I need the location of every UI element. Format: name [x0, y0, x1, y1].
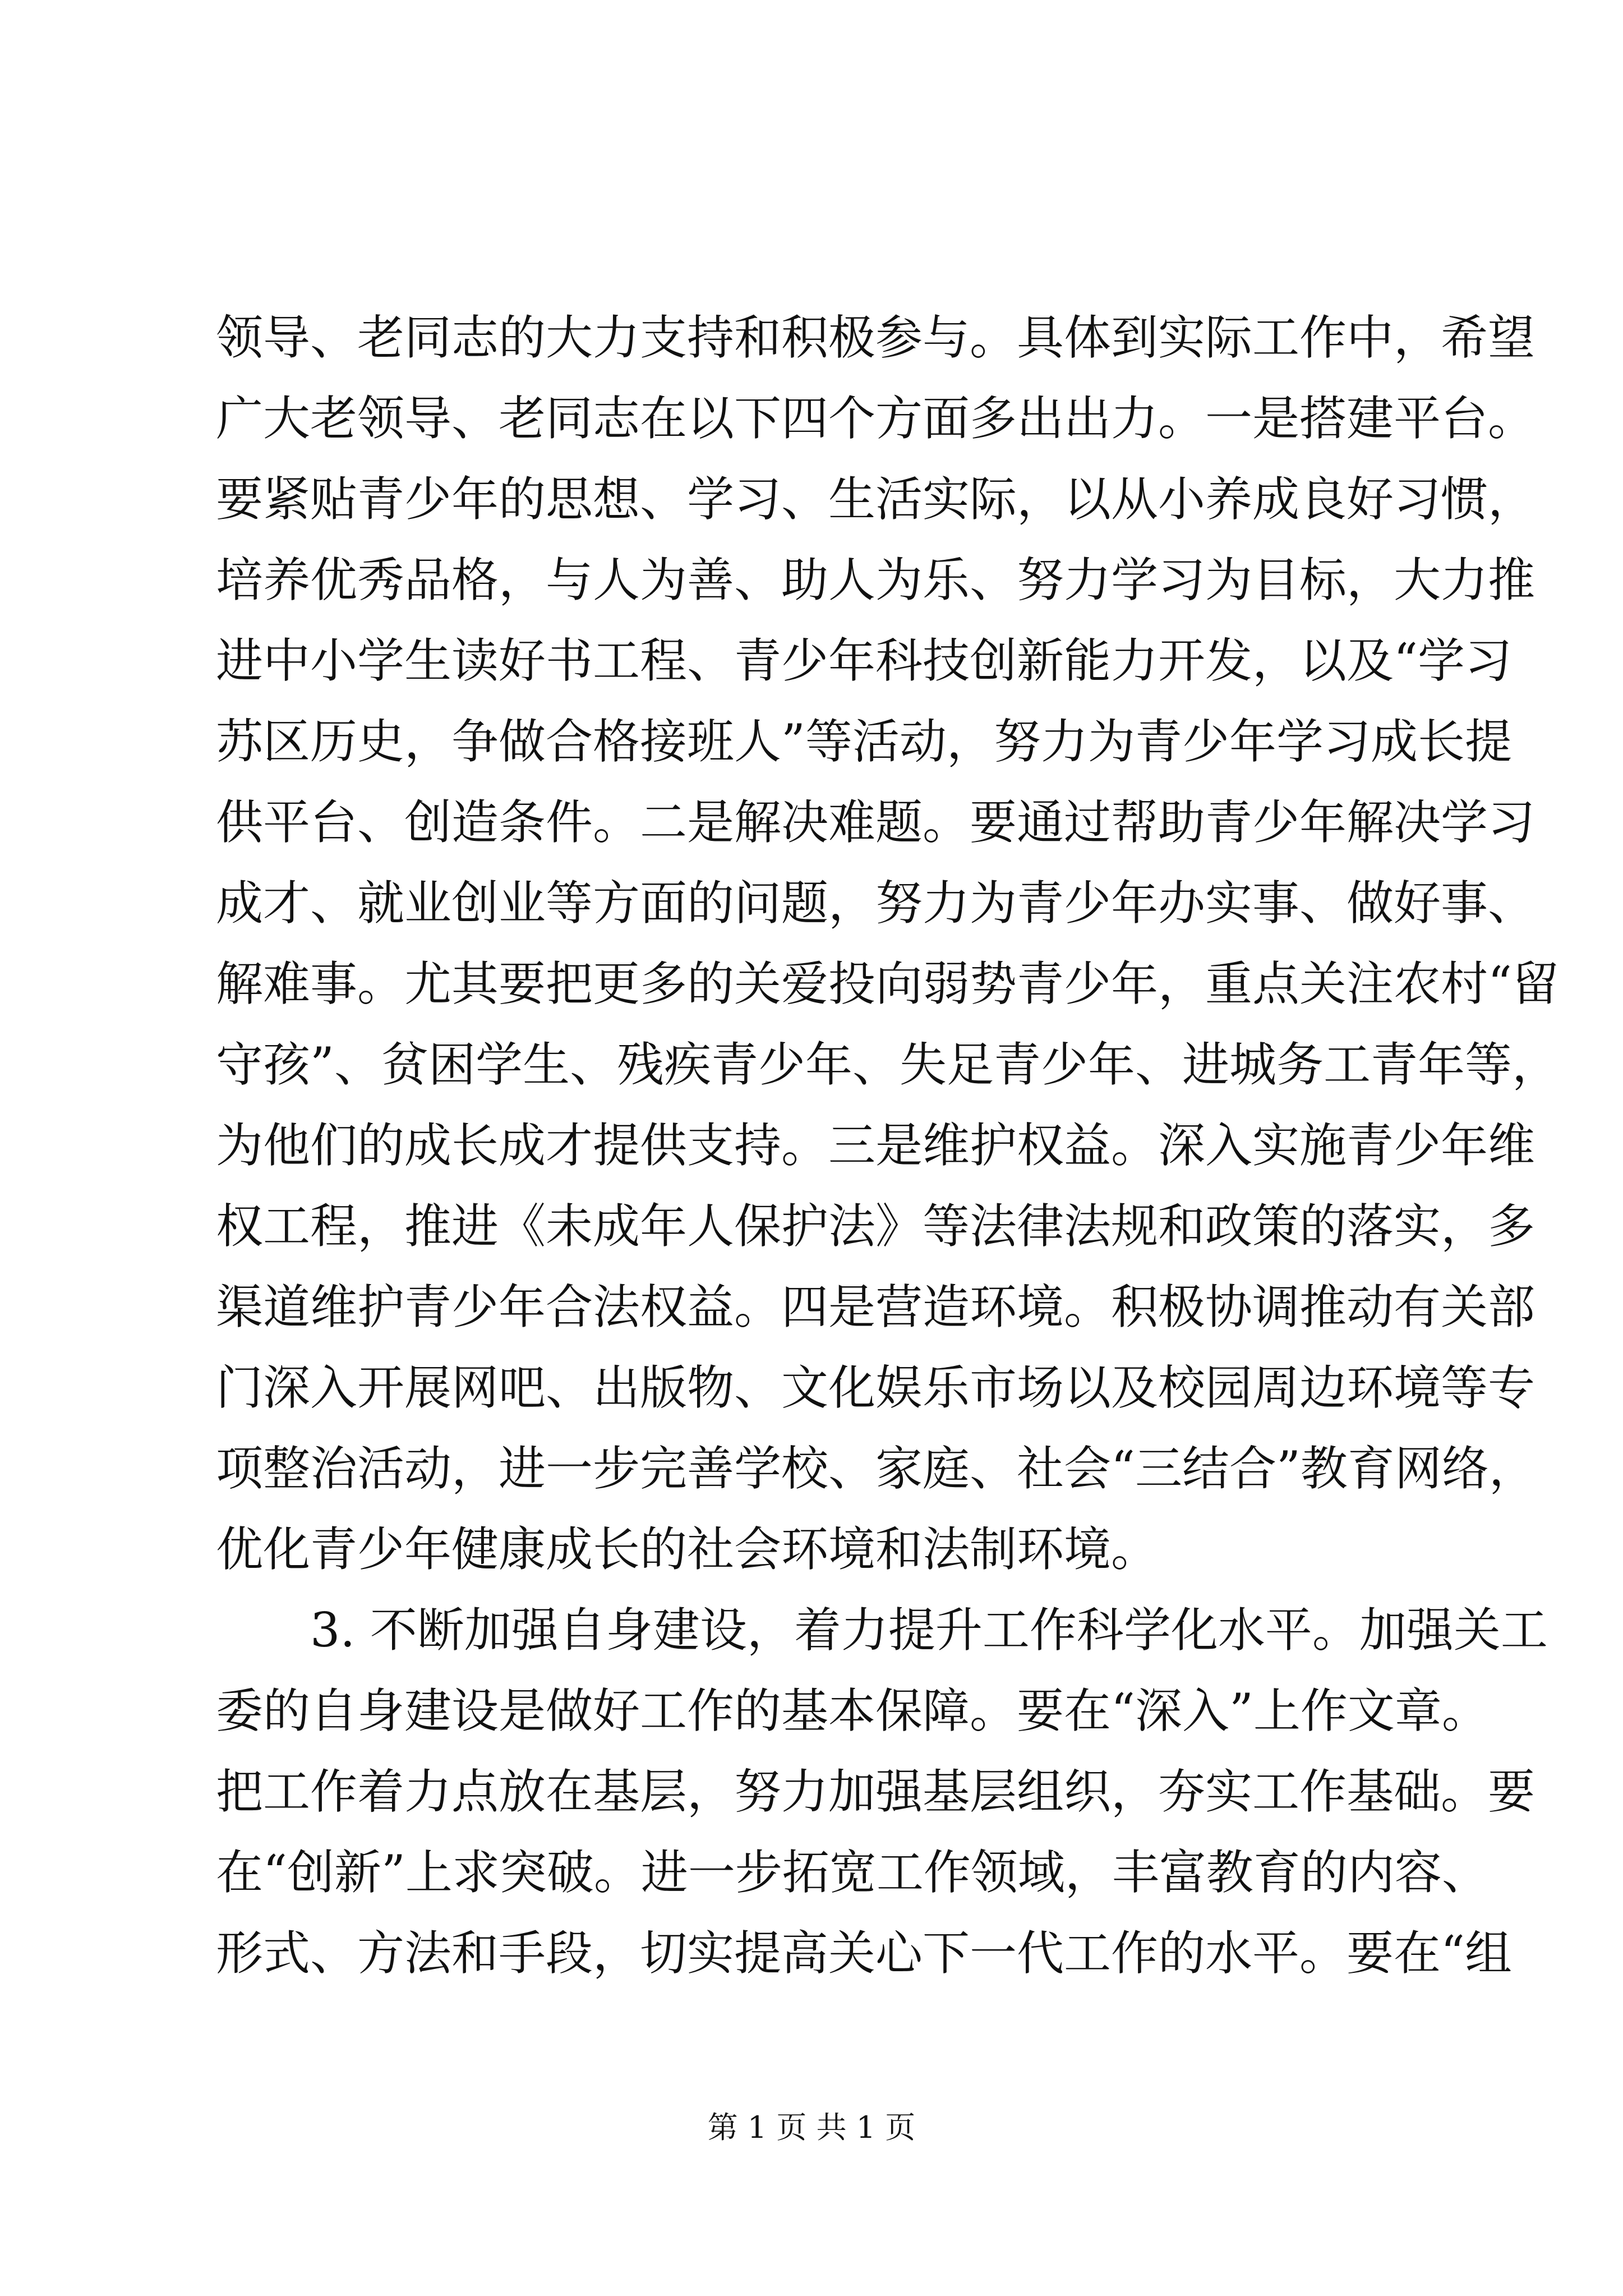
text-line-20: 在“创新”上求突破。进一步拓宽工作领域，丰富教育的内容、 — [216, 1845, 1489, 1900]
text-line-4: 培养优秀品格，与人为善、助人为乐、努力学习为目标，大力推 — [216, 553, 1536, 608]
page-footer: 第 1 页 共 1 页 — [707, 2110, 916, 2145]
text-line-1: 领导、老同志的大力支持和积极参与。具体到实际工作中，希望 — [216, 310, 1536, 365]
text-line-17: 3. 不断加强自身建设，着力提升工作科学化水平。加强关工 — [310, 1603, 1548, 1658]
text-line-7: 供平台、创造条件。二是解决难题。要通过帮助青少年解决学习 — [216, 795, 1536, 850]
text-line-21: 形式、方法和手段，切实提高关心下一代工作的水平。要在“组 — [216, 1926, 1512, 1981]
text-line-3: 要紧贴青少年的思想、学习、生活实际，以从小养成良好习惯， — [216, 472, 1536, 527]
text-line-5: 进中小学生读好书工程、青少年科技创新能力开发，以及“学习 — [216, 633, 1512, 688]
text-line-8: 成才、就业创业等方面的问题，努力为青少年办实事、做好事、 — [216, 876, 1536, 931]
text-line-10: 守孩”、贫困学生、残疾青少年、失足青少年、进城务工青年等， — [216, 1037, 1559, 1092]
text-line-19: 把工作着力点放在基层，努力加强基层组织，夯实工作基础。要 — [216, 1764, 1536, 1819]
text-line-14: 门深入开展网吧、出版物、文化娱乐市场以及校园周边环境等专 — [216, 1360, 1536, 1415]
text-line-6: 苏区历史，争做合格接班人”等活动，努力为青少年学习成长提 — [216, 714, 1512, 769]
text-line-18: 委的自身建设是做好工作的基本保障。要在“深入”上作文章。 — [216, 1683, 1489, 1738]
text-line-13: 渠道维护青少年合法权益。四是营造环境。积极协调推动有关部 — [216, 1280, 1536, 1335]
body-text — [216, 297, 1559, 1994]
text-line-11: 为他们的成长成才提供支持。三是维护权益。深入实施青少年维 — [216, 1118, 1536, 1173]
text-line-15: 项整治活动，进一步完善学校、家庭、社会“三结合”教育网络， — [216, 1441, 1536, 1496]
text-line-9: 解难事。尤其要把更多的关爱投向弱势青少年，重点关注农村“留 — [216, 956, 1559, 1011]
text-line-12: 权工程，推进《未成年人保护法》等法律法规和政策的落实，多 — [216, 1199, 1536, 1254]
text-line-16: 优化青少年健康成长的社会环境和法制环境。 — [216, 1522, 1159, 1577]
text-line-2: 广大老领导、老同志在以下四个方面多出出力。一是搭建平台。 — [216, 391, 1536, 446]
